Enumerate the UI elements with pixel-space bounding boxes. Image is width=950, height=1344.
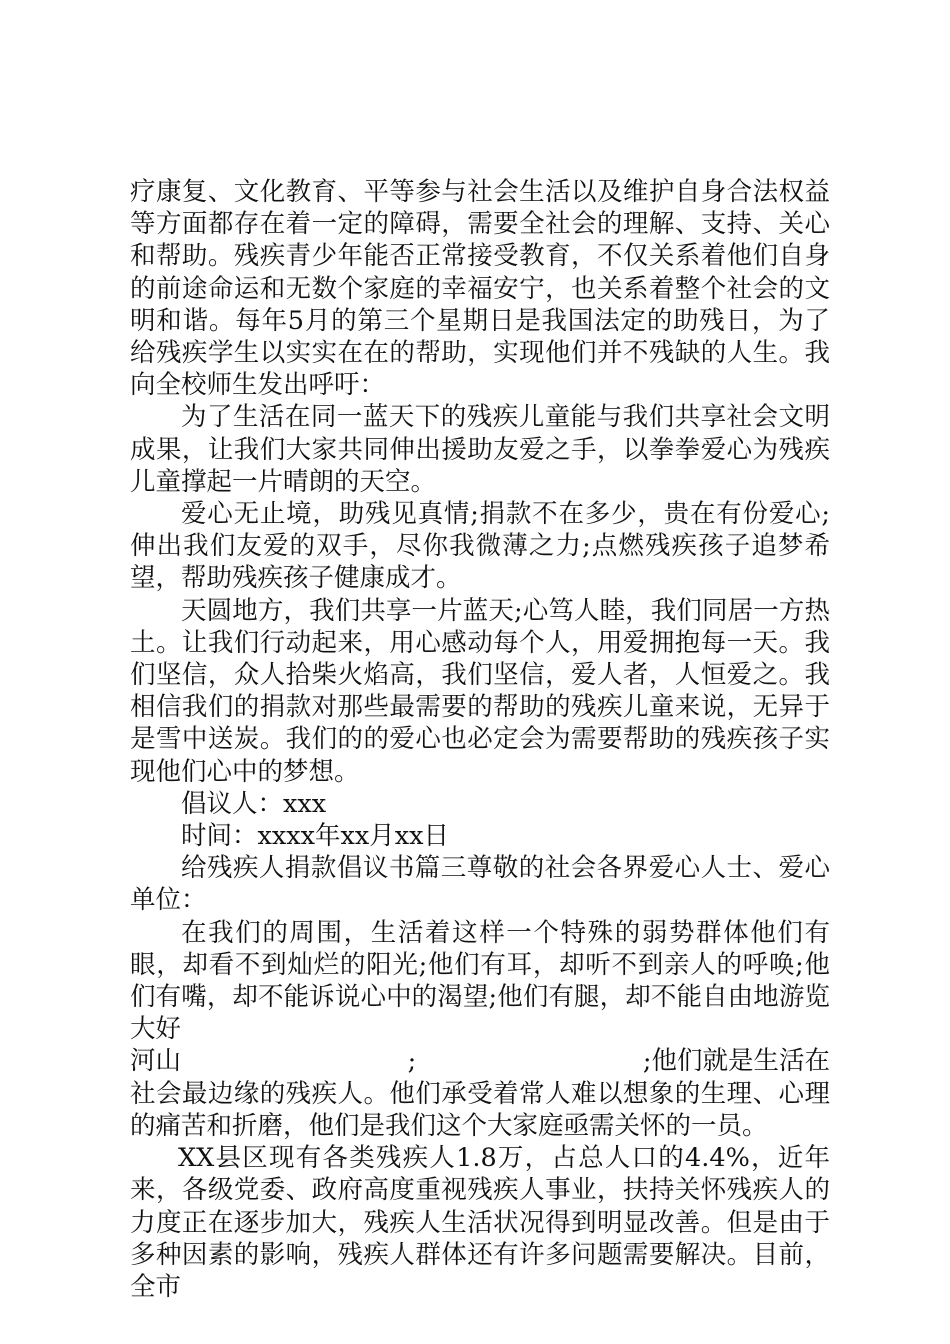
paragraph-special-group: 在我们的周围，生活着这样一个特殊的弱势群体他们有眼，却看不到灿烂的阳光;他们有耳，却听不到亲人的呼唤;他们有嘴，却不能诉说心中的渴望;他们有腿，却不能自由地游览大好 (130, 917, 830, 1045)
paragraph-special-group-tail: 社会最边缘的残疾人。他们承受着常人难以想象的生理、心理的痛苦和折磨，他们是我们这个大家庭亟需关怀的一员。 (130, 1078, 830, 1141)
paragraph-intro: 疗康复、文化教育、平等参与社会生活以及维护自身合法权益等方面都存在着一定的障碍，需要全社会的理解、支持、关心和帮助。残疾青少年能否正常接受教育，不仅关系着他们自身的前途命运和无数个家庭的幸福安宁，也关系着整个社会的文明和谐。每年5月的第三个星期日是我国法定的助残日，为了给残疾学生以实实在在的帮助，实现他们并不残缺的人生。我向全校师生发出呼吁： (130, 177, 830, 401)
paragraph-special-group-spread-line (130, 1045, 830, 1077)
spread-text-c: ;他们就是生活在 (642, 1046, 830, 1077)
paragraph-appeal: 为了生活在同一蓝天下的残疾儿童能与我们共享社会文明成果，让我们大家共同伸出援助友爱之手，以拳拳爱心为残疾儿童撑起一片晴朗的天空。 (130, 402, 830, 497)
spread-text-b: ; (407, 1046, 417, 1077)
document-body (130, 176, 830, 1303)
paragraph-love-endless: 爱心无止境，助残见真情;捐款不在多少，贵在有份爱心;伸出我们友爱的双手，尽你我微薄之力;点燃残疾孩子追梦希望，帮助残疾孩子健康成才。 (130, 499, 830, 594)
spread-text-a: 河山 (130, 1046, 182, 1077)
paragraph-county-stats: XX县区现有各类残疾人1.8万，占总人口的4.4%，近年来，各级党委、政府高度重视残疾人事业，扶持关怀残疾人的力度正在逐步加大，残疾人生活状况得到明显改善。但是由于多种因素的影响，残疾人群体还有许多问题需要解决。目前，全市 (130, 1143, 830, 1302)
date-line: 时间：xxxx年xx月xx日 (181, 821, 450, 852)
section-heading-part-three: 给残疾人捐款倡议书篇三尊敬的社会各界爱心人士、爱心单位： (130, 853, 830, 916)
paragraph-shared-sky: 天圆地方，我们共享一片蓝天;心笃人睦，我们同居一方热土。让我们行动起来，用心感动每个人，用爱拥抱每一天。我们坚信，众人拾柴火焰高，我们坚信，爱人者，人恒爱之。我相信我们的捐款对那些最需要的帮助的残疾儿童来说，无异于是雪中送炭。我们的的爱心也必定会为需要帮助的残疾孩子实现他们心中的梦想。 (130, 595, 830, 787)
initiator-line: 倡议人：xxx (181, 788, 327, 819)
